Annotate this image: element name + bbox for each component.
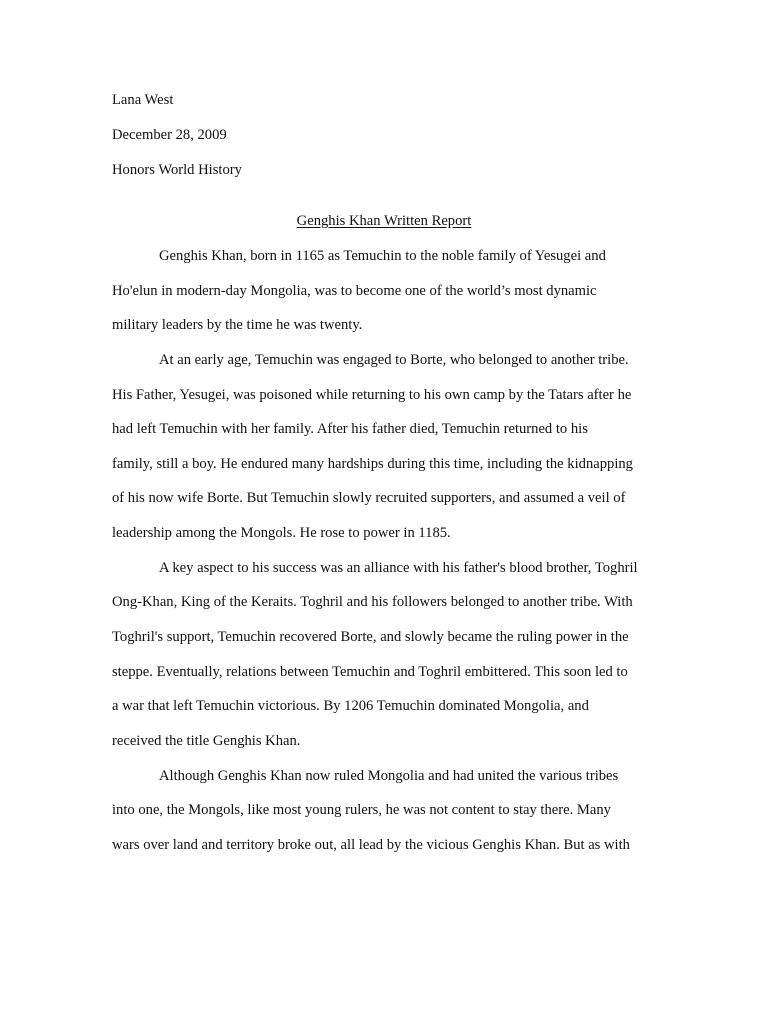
- body-line: family, still a boy. He endured many hardships during this time, including the kidnapping: [112, 456, 633, 472]
- body-line: steppe. Eventually, relations between Temuchin and Toghril embittered. This soon led to: [112, 664, 628, 680]
- body-line: A key aspect to his success was an alliance with his father's blood brother, Toghril: [159, 560, 638, 576]
- body-line: Although Genghis Khan now ruled Mongolia and had united the various tribes: [159, 768, 619, 784]
- body-line: At an early age, Temuchin was engaged to Borte, who belonged to another tribe.: [159, 352, 629, 368]
- author-name: Lana West: [112, 92, 174, 108]
- body-line: wars over land and territory broke out, all lead by the vicious Genghis Khan. But as with: [112, 837, 630, 853]
- body-line: His Father, Yesugei, was poisoned while returning to his own camp by the Tatars after he: [112, 387, 632, 403]
- body-line: leadership among the Mongols. He rose to power in 1185.: [112, 525, 451, 541]
- body-line: of his now wife Borte. But Temuchin slowly recruited supporters, and assumed a veil of: [112, 490, 626, 506]
- body-line: Ho'elun in modern-day Mongolia, was to become one of the world’s most dynamic: [112, 283, 597, 299]
- course-name: Honors World History: [112, 162, 242, 178]
- report-date: December 28, 2009: [112, 127, 227, 143]
- body-line: military leaders by the time he was twenty.: [112, 317, 363, 333]
- body-line: Toghril's support, Temuchin recovered Borte, and slowly became the ruling power in the: [112, 629, 629, 645]
- body-line: into one, the Mongols, like most young rulers, he was not content to stay there. Many: [112, 802, 611, 818]
- body-line: received the title Genghis Khan.: [112, 733, 301, 749]
- body-line: Genghis Khan, born in 1165 as Temuchin to the noble family of Yesugei and: [159, 248, 606, 264]
- body-line: had left Temuchin with her family. After his father died, Temuchin returned to his: [112, 421, 588, 437]
- body-line: Ong-Khan, King of the Keraits. Toghril and his followers belonged to another tribe. With: [112, 594, 633, 610]
- body-line: a war that left Temuchin victorious. By 1206 Temuchin dominated Mongolia, and: [112, 698, 589, 714]
- report-title: Genghis Khan Written Report: [296, 213, 472, 229]
